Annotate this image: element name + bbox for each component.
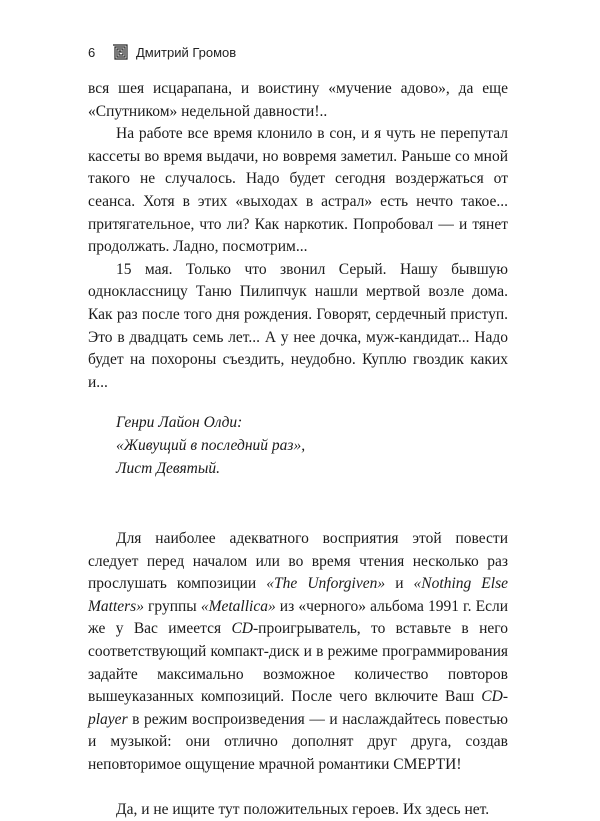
epigraph-title: «Живущий в последний раз», xyxy=(116,436,306,454)
square-spiral-icon xyxy=(112,44,128,60)
page-number: 6 xyxy=(88,44,96,60)
music-note-paragraph xyxy=(88,528,508,777)
paragraph-diary-may15: 15 мая. Только что звонил Серый. Нашу бывшую одноклассницу Таню Пилипчук нашли мертвой возле дома. Как раз после того дня рождения. Говорят, сердечный приступ. Это в двадцать семь лет... А у нее дочка, муж-кандидат... Надо будет на похороны съездить, неудобно. Куплю гвоздик каких и... xyxy=(88,260,508,391)
note-text-2: и xyxy=(385,575,414,593)
cd-player-term: CD-player xyxy=(88,688,508,728)
closing-line: Да, и не ищите тут положительных героев. Их здесь нет. xyxy=(116,800,490,818)
note-text-5: -проигрыватель, то вставьте в него соответствующий компакт-диск и в режиме программирования задайте максимально возможное количество повторов вышеуказанных композиций. После чего включите Ваш xyxy=(88,620,508,706)
song-title-unforgiven: «The Unforgiven» xyxy=(266,575,386,593)
song-title-nothing-else-matters: «Nothing Else Matters» xyxy=(88,575,508,615)
note-text-3: группы xyxy=(143,597,201,615)
epigraph xyxy=(116,412,508,480)
epigraph-author: Генри Лайон Олди: xyxy=(116,414,243,432)
note-text-1: Для наиболее адекватного восприятия этой повести следует перед началом или во время чтения несколько раз прослушать композиции xyxy=(88,530,508,593)
running-header xyxy=(88,44,236,60)
note-text-4: из «черного» альбома 1991 г. Если же у Вас имеется xyxy=(88,597,508,638)
author-name: Дмитрий Громов xyxy=(136,44,237,60)
cd-term: CD xyxy=(231,620,253,638)
page-body xyxy=(88,78,508,821)
paragraph-work: На работе все время клонило в сон, и я чуть не перепутал кассеты во время выдачи, но вовремя заметил. Раньше со мной такого не случалось. Надо будет сегодня воздержаться от сеанса. Хотя в этих «выходах в астрал» есть нечто такое... притягательное, что ли? Как наркотик. Попробовал — и тянет продолжать. Ладно, посмотрим... xyxy=(88,125,508,256)
paragraph-continuation: вся шея исцарапана, и воистину «мучение адово», да еще «Спутником» недельной давности!.. xyxy=(88,80,508,120)
note-text-6: в режим воспроизведения — и наслаждайтесь повестью и музыкой: они отлично дополнят друг друга, создав неповторимое ощущение мрачной романтики СМЕРТИ! xyxy=(88,710,508,774)
epigraph-chapter: Лист Девятый. xyxy=(116,459,220,477)
band-name: «Metallica» xyxy=(200,597,276,615)
